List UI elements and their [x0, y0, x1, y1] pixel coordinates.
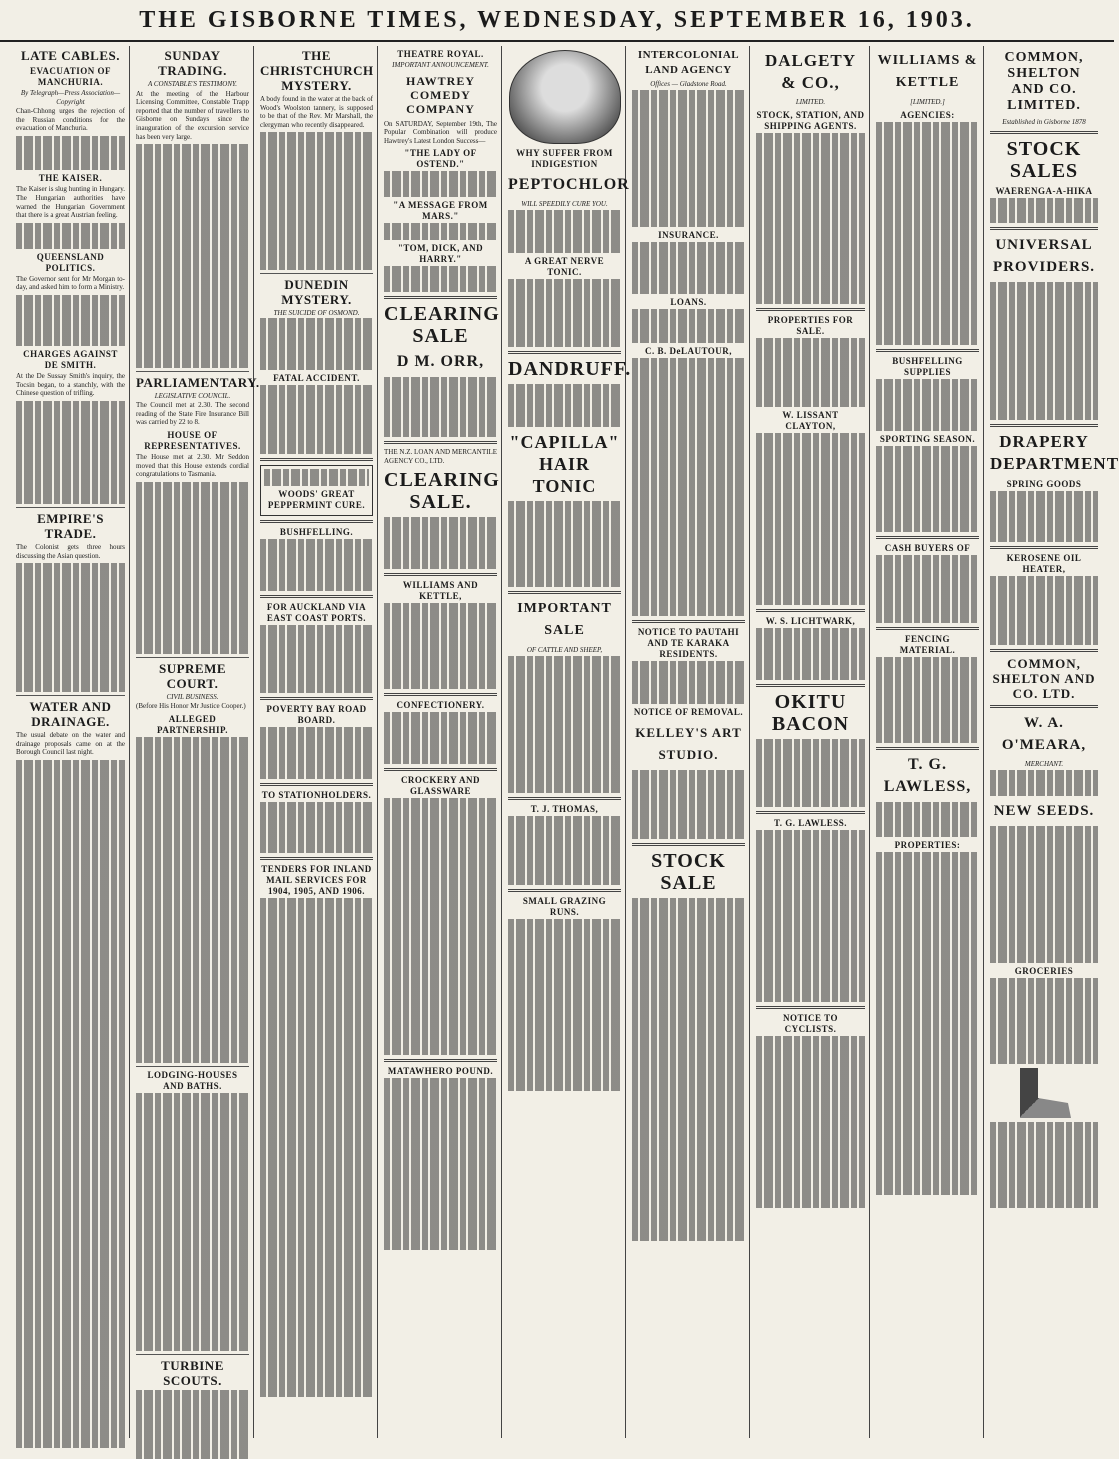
ad-heading: INSURANCE.: [658, 230, 719, 241]
column-6: [628, 46, 750, 1438]
subhead-evacuation: EVACUATION OF MANCHURIA.: [30, 66, 111, 87]
headline-sunday-trading: SUNDAY TRADING.: [158, 48, 227, 78]
headline-christchurch: THE CHRISTCHURCH MYSTERY.: [260, 48, 374, 93]
ad-name: D M. ORR,: [396, 353, 485, 371]
ad-heading: BUSHFELLING SUPPLIES: [892, 356, 963, 378]
article-text: Chan-Chhong urges the rejection of the Russian conditions for the evacuation of Manchuria.: [16, 107, 125, 133]
article-text: At the meeting of the Harbour Licensing Committee, Constable Trapp reported that the number of travellers to Gisborne on Sundays since the inauguration of the excursion service has been very large.: [136, 89, 249, 141]
ad-heading: FOR AUCKLAND VIA EAST COAST PORTS.: [266, 601, 367, 623]
article-text: A body found in the water at the back of Wood's Woolston tannery, is supposed to be that of the Rev. Mr Marshall, the clergyman who recently disappeared.: [260, 95, 373, 129]
ad-heading: WILLIAMS AND KETTLE,: [402, 580, 479, 602]
ad-peppermint: [260, 465, 373, 516]
headline-supreme-court: SUPREME COURT.: [158, 660, 227, 691]
ad-peptochlor: PEPTOCHLOR: [508, 176, 630, 193]
article-text: (Before His Honor Mr Justice Cooper.): [136, 702, 246, 711]
ad-subheading: LIMITED.: [795, 98, 826, 106]
credit-line: By Telegraph—Press Association—Copyright: [20, 89, 121, 106]
ad-heading: NOTICE TO PAUTAHI AND TE KARAKA RESIDENTS.: [637, 626, 740, 659]
ad-subheading: IMPORTANT ANNOUNCEMENT.: [392, 61, 489, 69]
subhead-queensland: QUEENSLAND POLITICS.: [36, 251, 105, 273]
ad-heading: AGENCIES:: [900, 109, 955, 120]
ad-universal-providers: UNIVERSAL PROVIDERS.: [992, 237, 1096, 276]
ad-heading: GROCERIES: [1014, 966, 1074, 977]
ad-heading: WAERENGA-A-HIKA: [995, 185, 1093, 196]
column-1: [12, 46, 130, 1438]
headline-late-cables: LATE CABLES.: [21, 48, 120, 63]
ad-subheading: OF CATTLE AND SHEEP,: [526, 646, 603, 655]
ad-dalgety: DALGETY & CO.,: [764, 51, 857, 92]
ad-drapery: DRAPERY DEPARTMENT: [990, 431, 1119, 473]
ad-kelley: KELLEY'S ART STUDIO.: [635, 724, 742, 762]
headline-empires-trade: EMPIRE'S TRADE.: [37, 511, 104, 542]
ad-stock-sale: STOCK SALE: [651, 849, 726, 894]
ad-heading: C. B. DeLAUTOUR,: [644, 346, 733, 357]
ad-intercolonial: INTERCOLONIAL LAND AGENCY: [637, 49, 740, 76]
subhead-legislative: LEGISLATIVE COUNCIL.: [154, 391, 231, 400]
article-text: The usual debate on the water and drainage proposals came on at the Borough Council last night.: [16, 731, 125, 757]
ad-important-sale: IMPORTANT SALE: [517, 601, 612, 639]
column-5: [504, 46, 632, 1438]
ad-subheading: Offices — Gladstone Road.: [650, 80, 727, 88]
article-text: The Kaiser is slug hunting in Hungary. The Hungarian authorities have warned the Hungarian Government that there is a great Austrian feeling.: [16, 185, 125, 220]
ad-heading: POVERTY BAY ROAD BOARD.: [266, 704, 367, 726]
ad-heading: CROCKERY AND GLASSWARE: [400, 774, 481, 796]
ad-text: THE N.Z. LOAN AND MERCANTILE AGENCY CO., LTD.: [384, 448, 497, 465]
column-7: [752, 46, 870, 1438]
ad-clearing-sale: CLEARING SALE: [384, 303, 500, 348]
ad-clearing-sale: CLEARING SALE.: [384, 469, 500, 514]
masthead: [0, 0, 1114, 42]
ad-omeara: W. A. O'MEARA,: [1001, 715, 1087, 754]
ad-dandruff: DANDRUFF.: [508, 358, 632, 381]
column-2: [132, 46, 260, 1438]
ad-heading: TO STATIONHOLDERS.: [261, 789, 372, 800]
ad-heading: STOCK, STATION, AND SHIPPING AGENTS.: [756, 109, 865, 131]
ad-williams-kettle: WILLIAMS & KETTLE: [877, 53, 978, 90]
ad-play-title: "A MESSAGE FROM MARS.": [393, 200, 488, 222]
columns: [12, 46, 1119, 1438]
ad-heading: KEROSENE OIL HEATER,: [1006, 553, 1082, 575]
ad-heading: THEATRE ROYAL.: [397, 49, 484, 59]
article-text: The Governor sent for Mr Morgan to-day, and asked him to form a Ministry.: [16, 274, 125, 292]
ad-lawless: T. G. LAWLESS,: [883, 756, 972, 796]
ad-play-title: "TOM, DICK, AND HARRY.": [397, 243, 484, 265]
ad-heading: NOTICE TO CYCLISTS.: [783, 1013, 838, 1035]
column-9: [986, 46, 1119, 1438]
ad-heading: TENDERS FOR INLAND MAIL SERVICES FOR 1904, 1905, AND 1906.: [261, 864, 372, 897]
ad-heading: FENCING MATERIAL.: [899, 634, 956, 656]
ad-subheading: Established in Gisborne 1878: [1002, 118, 1086, 126]
column-8: [872, 46, 984, 1438]
ad-stock-sales: STOCK SALES: [1006, 137, 1082, 182]
masthead-title: THE GISBORNE TIMES, WEDNESDAY, SEPTEMBER 16, 1903.: [139, 7, 975, 33]
subhead-fatal: FATAL ACCIDENT.: [273, 373, 360, 384]
ad-heading: SPRING GOODS: [1006, 478, 1082, 489]
ad-heading: MATAWHERO POUND.: [387, 1066, 494, 1077]
ad-heading: WHY SUFFER FROM INDIGESTION: [516, 148, 613, 169]
ad-play-title: "THE LADY OF OSTEND.": [404, 148, 477, 170]
ad-heading: T. G. LAWLESS.: [773, 818, 848, 829]
article-text: The House met at 2.30. Mr Seddon moved that this House extends cordial congratulations to Tasmania.: [136, 452, 249, 479]
subhead-partnership: ALLEGED PARTNERSHIP.: [157, 713, 228, 735]
subhead-lodging: LODGING-HOUSES AND BATHS.: [147, 1070, 238, 1092]
headline-parliamentary: PARLIAMENTARY.: [136, 374, 260, 390]
ad-common-shelton-2: COMMON, SHELTON AND CO. LTD.: [992, 656, 1096, 702]
ad-heading: SMALL GRAZING RUNS.: [522, 896, 607, 918]
ad-heading: W. LISSANT CLAYTON,: [782, 410, 839, 432]
article-text: The Colonist gets three hours discussing the Asian question.: [16, 543, 125, 560]
ad-hawtrey: HAWTREY COMEDY COMPANY: [405, 73, 475, 116]
subhead-kaiser: THE KAISER.: [38, 173, 103, 184]
headline-water-drainage: WATER AND DRAINAGE.: [29, 699, 112, 730]
ad-subheading: [LIMITED.]: [910, 98, 945, 106]
ad-heading: WOODS' GREAT PEPPERMINT CURE.: [267, 488, 366, 510]
ad-okitu-bacon: OKITU BACON: [771, 690, 850, 735]
portrait-illustration: [509, 50, 621, 144]
ad-common-shelton: COMMON, SHELTON AND CO. LIMITED.: [1004, 50, 1084, 113]
ad-new-seeds: NEW SEEDS.: [993, 802, 1095, 819]
ad-heading: CASH BUYERS OF: [884, 542, 971, 553]
ad-heading: PROPERTIES FOR SALE.: [767, 315, 854, 337]
ad-heading: SPORTING SEASON.: [879, 433, 976, 444]
ad-heading: W. S. LICHTWARK,: [765, 616, 856, 627]
subhead-charges: CHARGES AGAINST DE SMITH.: [23, 349, 118, 371]
column-3: [256, 46, 378, 1438]
column-4: [380, 46, 502, 1438]
ad-heading: PROPERTIES:: [894, 839, 961, 850]
ad-subheading: WILL SPEEDILY CURE YOU.: [521, 200, 608, 208]
article-text: The Council met at 2.30. The second reading of the State Fire Insurance Bill was carried by 22 to 8.: [136, 401, 249, 427]
subhead-house: HOUSE OF REPRESENTATIVES.: [144, 429, 241, 451]
headline-dunedin: DUNEDIN MYSTERY.: [281, 276, 352, 307]
subhead-constable: A CONSTABLE'S TESTIMONY.: [147, 80, 238, 88]
ad-heading: A GREAT NERVE TONIC.: [524, 255, 605, 277]
ad-heading: CONFECTIONERY.: [396, 699, 485, 710]
article-text: At the De Sussay Smith's inquiry, the Tocsin began, to a stanchly, with the Chinese question of trifling.: [16, 372, 125, 398]
ad-text: On SATURDAY, September 19th, The Popular Combination will produce Hawtrey's Latest London Success—: [384, 119, 497, 145]
ad-heading: NOTICE OF REMOVAL.: [633, 706, 744, 717]
ad-subheading: MERCHANT.: [1024, 760, 1064, 769]
ad-heading: T. J. THOMAS,: [530, 804, 599, 815]
subhead-osmond: THE SUICIDE OF OSMOND.: [273, 308, 360, 317]
boots-illustration: [1014, 1068, 1074, 1118]
subhead-civil: CIVIL BUSINESS.: [166, 692, 219, 701]
ad-heading: LOANS.: [670, 296, 707, 307]
ad-heading: BUSHFELLING.: [279, 526, 354, 537]
ad-capilla: "CAPILLA" HAIR TONIC: [509, 432, 620, 497]
headline-turbine-scouts: TURBINE SCOUTS.: [161, 1358, 224, 1389]
